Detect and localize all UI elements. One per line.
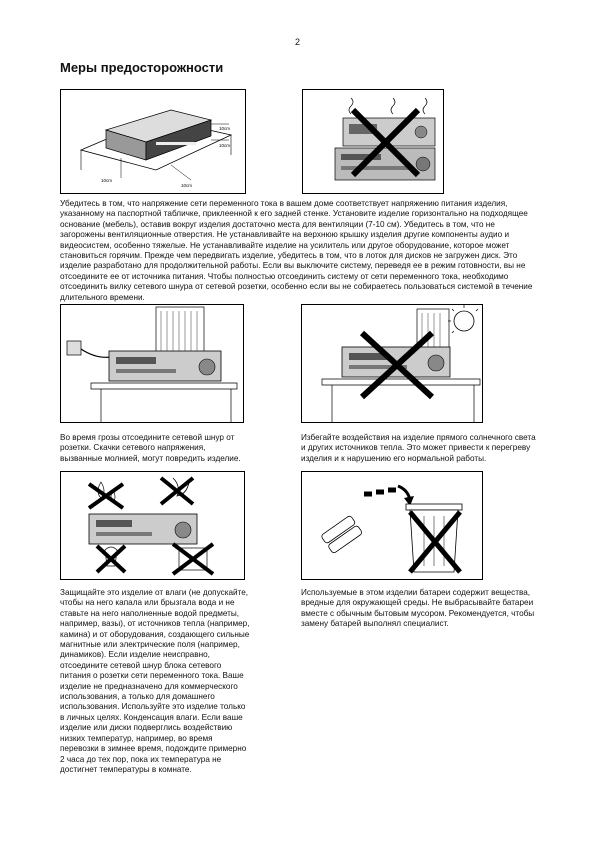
sun-paragraph: Избегайте воздействия на изделие прямого солнечного света и других источников тепла. Это может привести к перегреву изделия и к нарушению его нормальной работы. [301, 433, 536, 463]
battery-paragraph: Используемые в этом изделии батареи содержит вещества, вредные для окружающей среды. Не выбрасывайте батареи вместе с обычным бытовым мусором. Рекомендуется, чтобы замену батарей выполнял специалист. [301, 588, 535, 629]
page-title: Меры предосторожности [60, 60, 224, 75]
figure-protect-moisture [60, 471, 245, 580]
figure-avoid-sunlight [301, 304, 483, 423]
clearance-label-front-right: 10cm [181, 183, 193, 188]
moisture-paragraph: Защищайте это изделие от влаги (не допускайте, чтобы на него капала или брызгала вода и не ставьте на него наполненные водой предметы, например, вазы), от источников тепла (например, камина) и от оборудования, создающего сильные магнитные или электрические поля (например, динамиков). Если изделие неисправно, отсоедините сетевой шнур блока сетевого питания о розетки сети переменного тока. Ваше изделие не предназначено для коммерческого использования, а только для домашнего использования. Используйте это изделие только в личных целях. Конденсация влаги. Если ваше изделие или диски подверглись воздействию низких температур, например, во время перевозки в зимнее время, подождите примерно 2 часа до тех пор, пока их температура не достигнет температуры в комнате. [60, 588, 250, 774]
clearance-label-right: 10cm [219, 143, 231, 148]
intro-paragraph: Убедитесь в том, что напряжение сети переменного тока в вашем доме соответствует напряжению питания изделия, указанному на паспортной табличке, приклеенной к его задней стенке. Установите изделие горизонтально на подходящее основание (мебель), оставив вокруг изделия достаточно места для вентиляции (7-10 см). Убедитесь в том, что не загорожены вентиляционные отверстия. Не устанавливайте на верхнюю крышку изделия другие компоненты аудио и видеосистем, особенно тяжелые. Не устанавливайте изделие на усилитель или другое оборудование, которое может становиться горячим. Прежде чем передвигать изделие, убедитесь в том, что в лоток для дисков не загружен диск. Это изделие разработано для продолжительной работы. Если вы выключите систему, переведя ее в режим готовности, вы не отсоедините ее от источника питания. Чтобы полностью отсоединить систему от сети переменного тока, необходимо отсоединить вилку сетевого шнура от сетевой розетки, особенно если вы не собираетесь пользоваться системой в течение длительного времени. [60, 199, 533, 302]
figure-storm-unplug [60, 304, 244, 423]
clearance-label-front-left: 10cm [101, 178, 113, 183]
figure-battery-disposal [301, 471, 483, 580]
figure-ventilation-clearance [60, 89, 246, 194]
clearance-label-right-top: 10cm [219, 126, 231, 131]
storm-paragraph: Во время грозы отсоедините сетевой шнур от розетки. Скачки сетевого напряжения, вызванные молнией, могут повредить изделие. [60, 433, 241, 463]
page-number: 2 [294, 37, 300, 47]
figure-no-stacking [302, 89, 444, 194]
